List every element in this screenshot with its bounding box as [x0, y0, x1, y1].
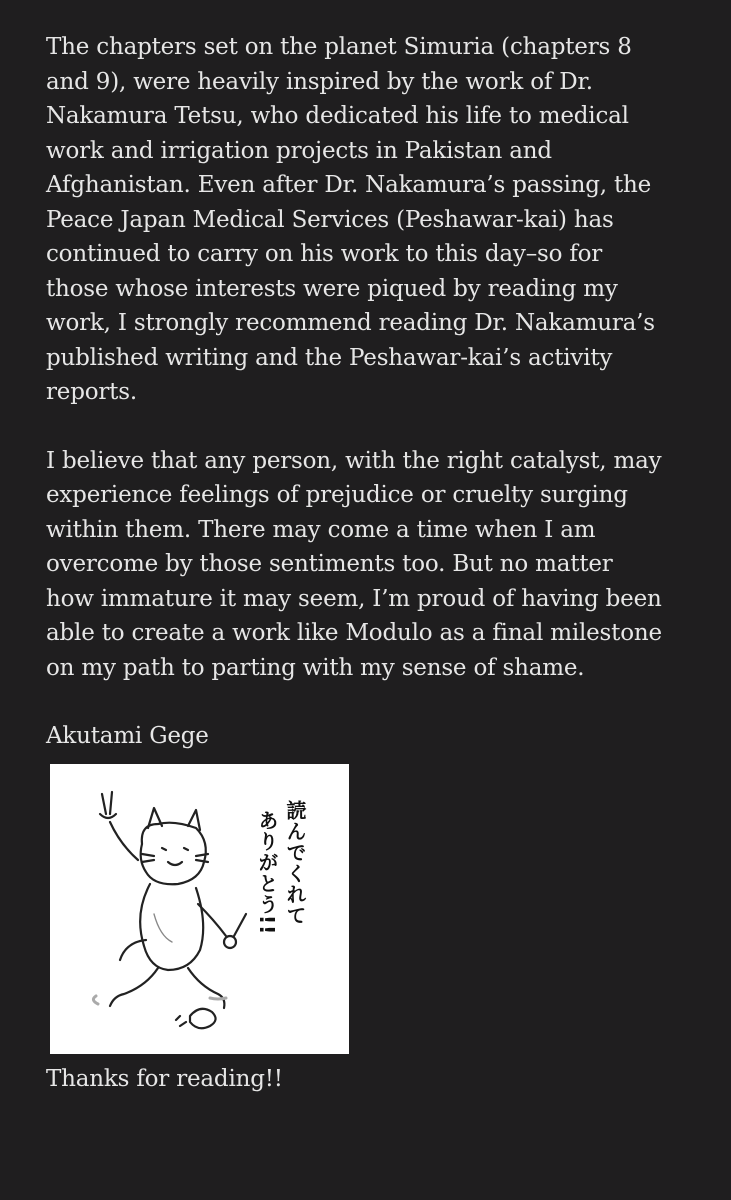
article-body: [46, 30, 706, 1096]
author-illustration: [50, 764, 349, 1054]
author-signature: Akutami Gege: [46, 723, 209, 749]
illustration-caption-col-2: ありがとう!!: [255, 809, 279, 935]
paragraph-reflection: I believe that any person, with the right catalyst, may experience feelings of prejudice or cruelty surging within them. There may come a time when I am overcome by those sentiments too. But no matter how immature it may seem, I’m proud of having been able to create a work like Modulo as a final milestone on my path to parting with my sense of shame.: [46, 447, 662, 681]
illustration-caption-col-1: 読んでくれて: [283, 799, 307, 926]
paragraph-inspiration: The chapters set on the planet Simuria (chapters 8 and 9), were heavily inspired by the work of Dr. Nakamura Tetsu, who dedicated his life to medical work and irrigation projects in Pakistan and Afghanistan. Even after Dr. Nakamura’s passing, the Peace Japan Medical Services (Peshawar-kai) has continued to carry on his work to this day–so for those whose interests were piqued by reading my work, I strongly recommend reading Dr. Nakamura’s published writing and the Peshawar-kai’s activity reports.: [46, 34, 655, 405]
closing-line: Thanks for reading!!: [46, 1065, 283, 1092]
